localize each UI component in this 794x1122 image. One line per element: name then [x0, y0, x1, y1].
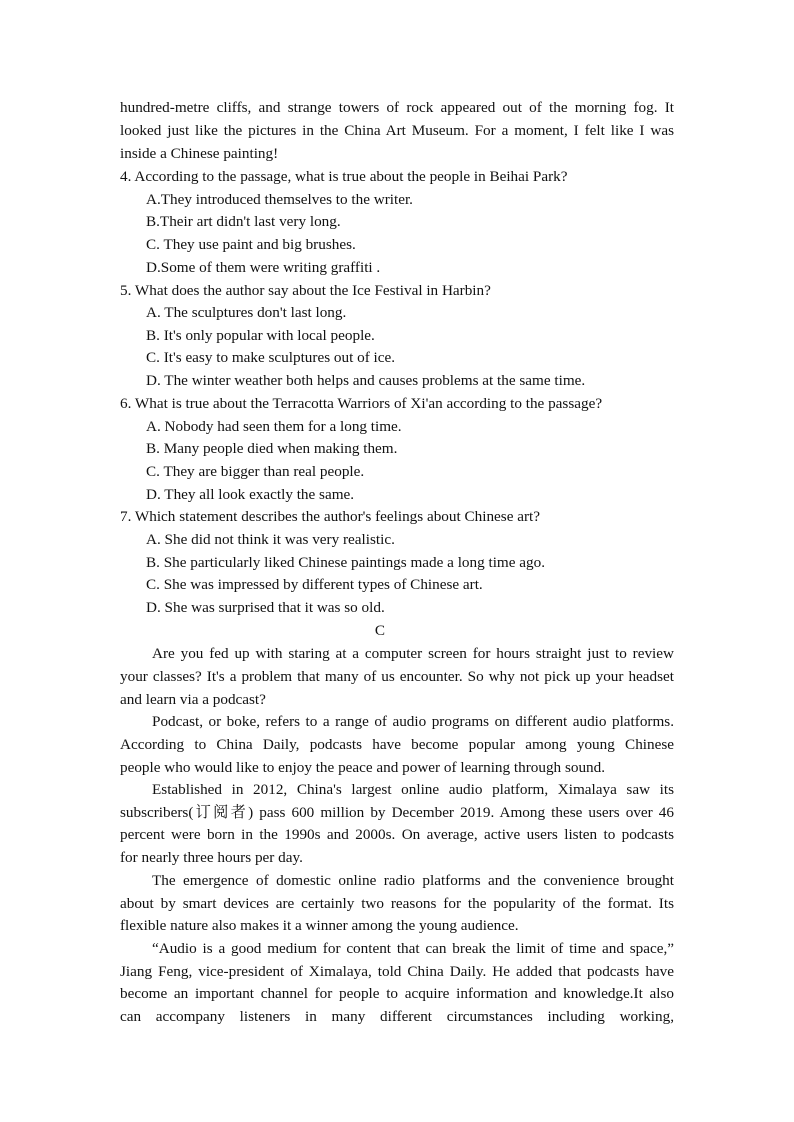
passage-line: subscribers(订阅者) pass 600 million by December 2019. Among these users over 46 — [120, 804, 674, 821]
question-4-option-c: C. They use paint and big brushes. — [146, 236, 356, 253]
passage-line: can accompany listeners in many different circumstances including working, — [120, 1008, 674, 1025]
question-7-option-a: A. She did not think it was very realistic. — [146, 531, 395, 548]
question-6-option-c: C. They are bigger than real people. — [146, 463, 365, 480]
passage-line: for nearly three hours per day. — [120, 849, 303, 866]
question-6-option-b: B. Many people died when making them. — [146, 440, 398, 457]
passage-line: Podcast, or boke, refers to a range of audio programs on different audio platforms. — [152, 713, 674, 730]
passage-line: become an important channel for people to acquire information and knowledge.It also — [120, 985, 674, 1002]
passage-line: Are you fed up with staring at a computer screen for hours straight just to review — [152, 645, 674, 662]
passage-line: and learn via a podcast? — [120, 691, 266, 708]
passage-line: “Audio is a good medium for content that can break the limit of time and space,” — [152, 940, 674, 957]
question-6-stem: 6. What is true about the Terracotta Warriors of Xi'an according to the passage? — [120, 395, 603, 412]
section-heading: C — [374, 622, 386, 639]
question-7-stem: 7. Which statement describes the author's feelings about Chinese art? — [120, 508, 540, 525]
passage-line: your classes? It's a problem that many of us encounter. So why not pick up your headset — [120, 668, 674, 685]
passage-line: inside a Chinese painting! — [120, 145, 279, 162]
passage-line: Jiang Feng, vice-president of Ximalaya, told China Daily. He added that podcasts have — [120, 963, 674, 980]
question-4-option-a: A.They introduced themselves to the writer. — [146, 191, 413, 208]
passage-line: people who would like to enjoy the peace and power of learning through sound. — [120, 759, 606, 776]
question-5-stem: 5. What does the author say about the Ice Festival in Harbin? — [120, 282, 491, 299]
passage-line: flexible nature also makes it a winner among the young audience. — [120, 917, 519, 934]
passage-line: hundred-metre cliffs, and strange towers of rock appeared out of the morning fog. It — [120, 99, 674, 116]
question-6-option-a: A. Nobody had seen them for a long time. — [146, 418, 402, 435]
question-5-option-d: D. The winter weather both helps and causes problems at the same time. — [146, 372, 586, 389]
question-6-option-d: D. They all look exactly the same. — [146, 486, 355, 503]
passage-line: about by smart devices are certainly two reasons for the popularity of the format. Its — [120, 895, 674, 912]
question-4-option-b: B.Their art didn't last very long. — [146, 213, 341, 230]
passage-line: Established in 2012, China's largest online audio platform, Ximalaya saw its — [152, 781, 674, 798]
passage-line: According to China Daily, podcasts have become popular among young Chinese — [120, 736, 674, 753]
question-7-option-d: D. She was surprised that it was so old. — [146, 599, 385, 616]
question-4-option-d: D.Some of them were writing graffiti . — [146, 259, 381, 276]
passage-line: percent were born in the 1990s and 2000s. On average, active users listen to podcasts — [120, 826, 674, 843]
passage-line: The emergence of domestic online radio platforms and the convenience brought — [152, 872, 674, 889]
question-7-option-c: C. She was impressed by different types of Chinese art. — [146, 576, 483, 593]
question-7-option-b: B. She particularly liked Chinese paintings made a long time ago. — [146, 554, 546, 571]
question-5-option-b: B. It's only popular with local people. — [146, 327, 375, 344]
question-5-option-a: A. The sculptures don't last long. — [146, 304, 347, 321]
question-5-option-c: C. It's easy to make sculptures out of ice. — [146, 349, 396, 366]
passage-line: looked just like the pictures in the China Art Museum. For a moment, I felt like I was — [120, 122, 674, 139]
question-4-stem: 4. According to the passage, what is true about the people in Beihai Park? — [120, 168, 568, 185]
